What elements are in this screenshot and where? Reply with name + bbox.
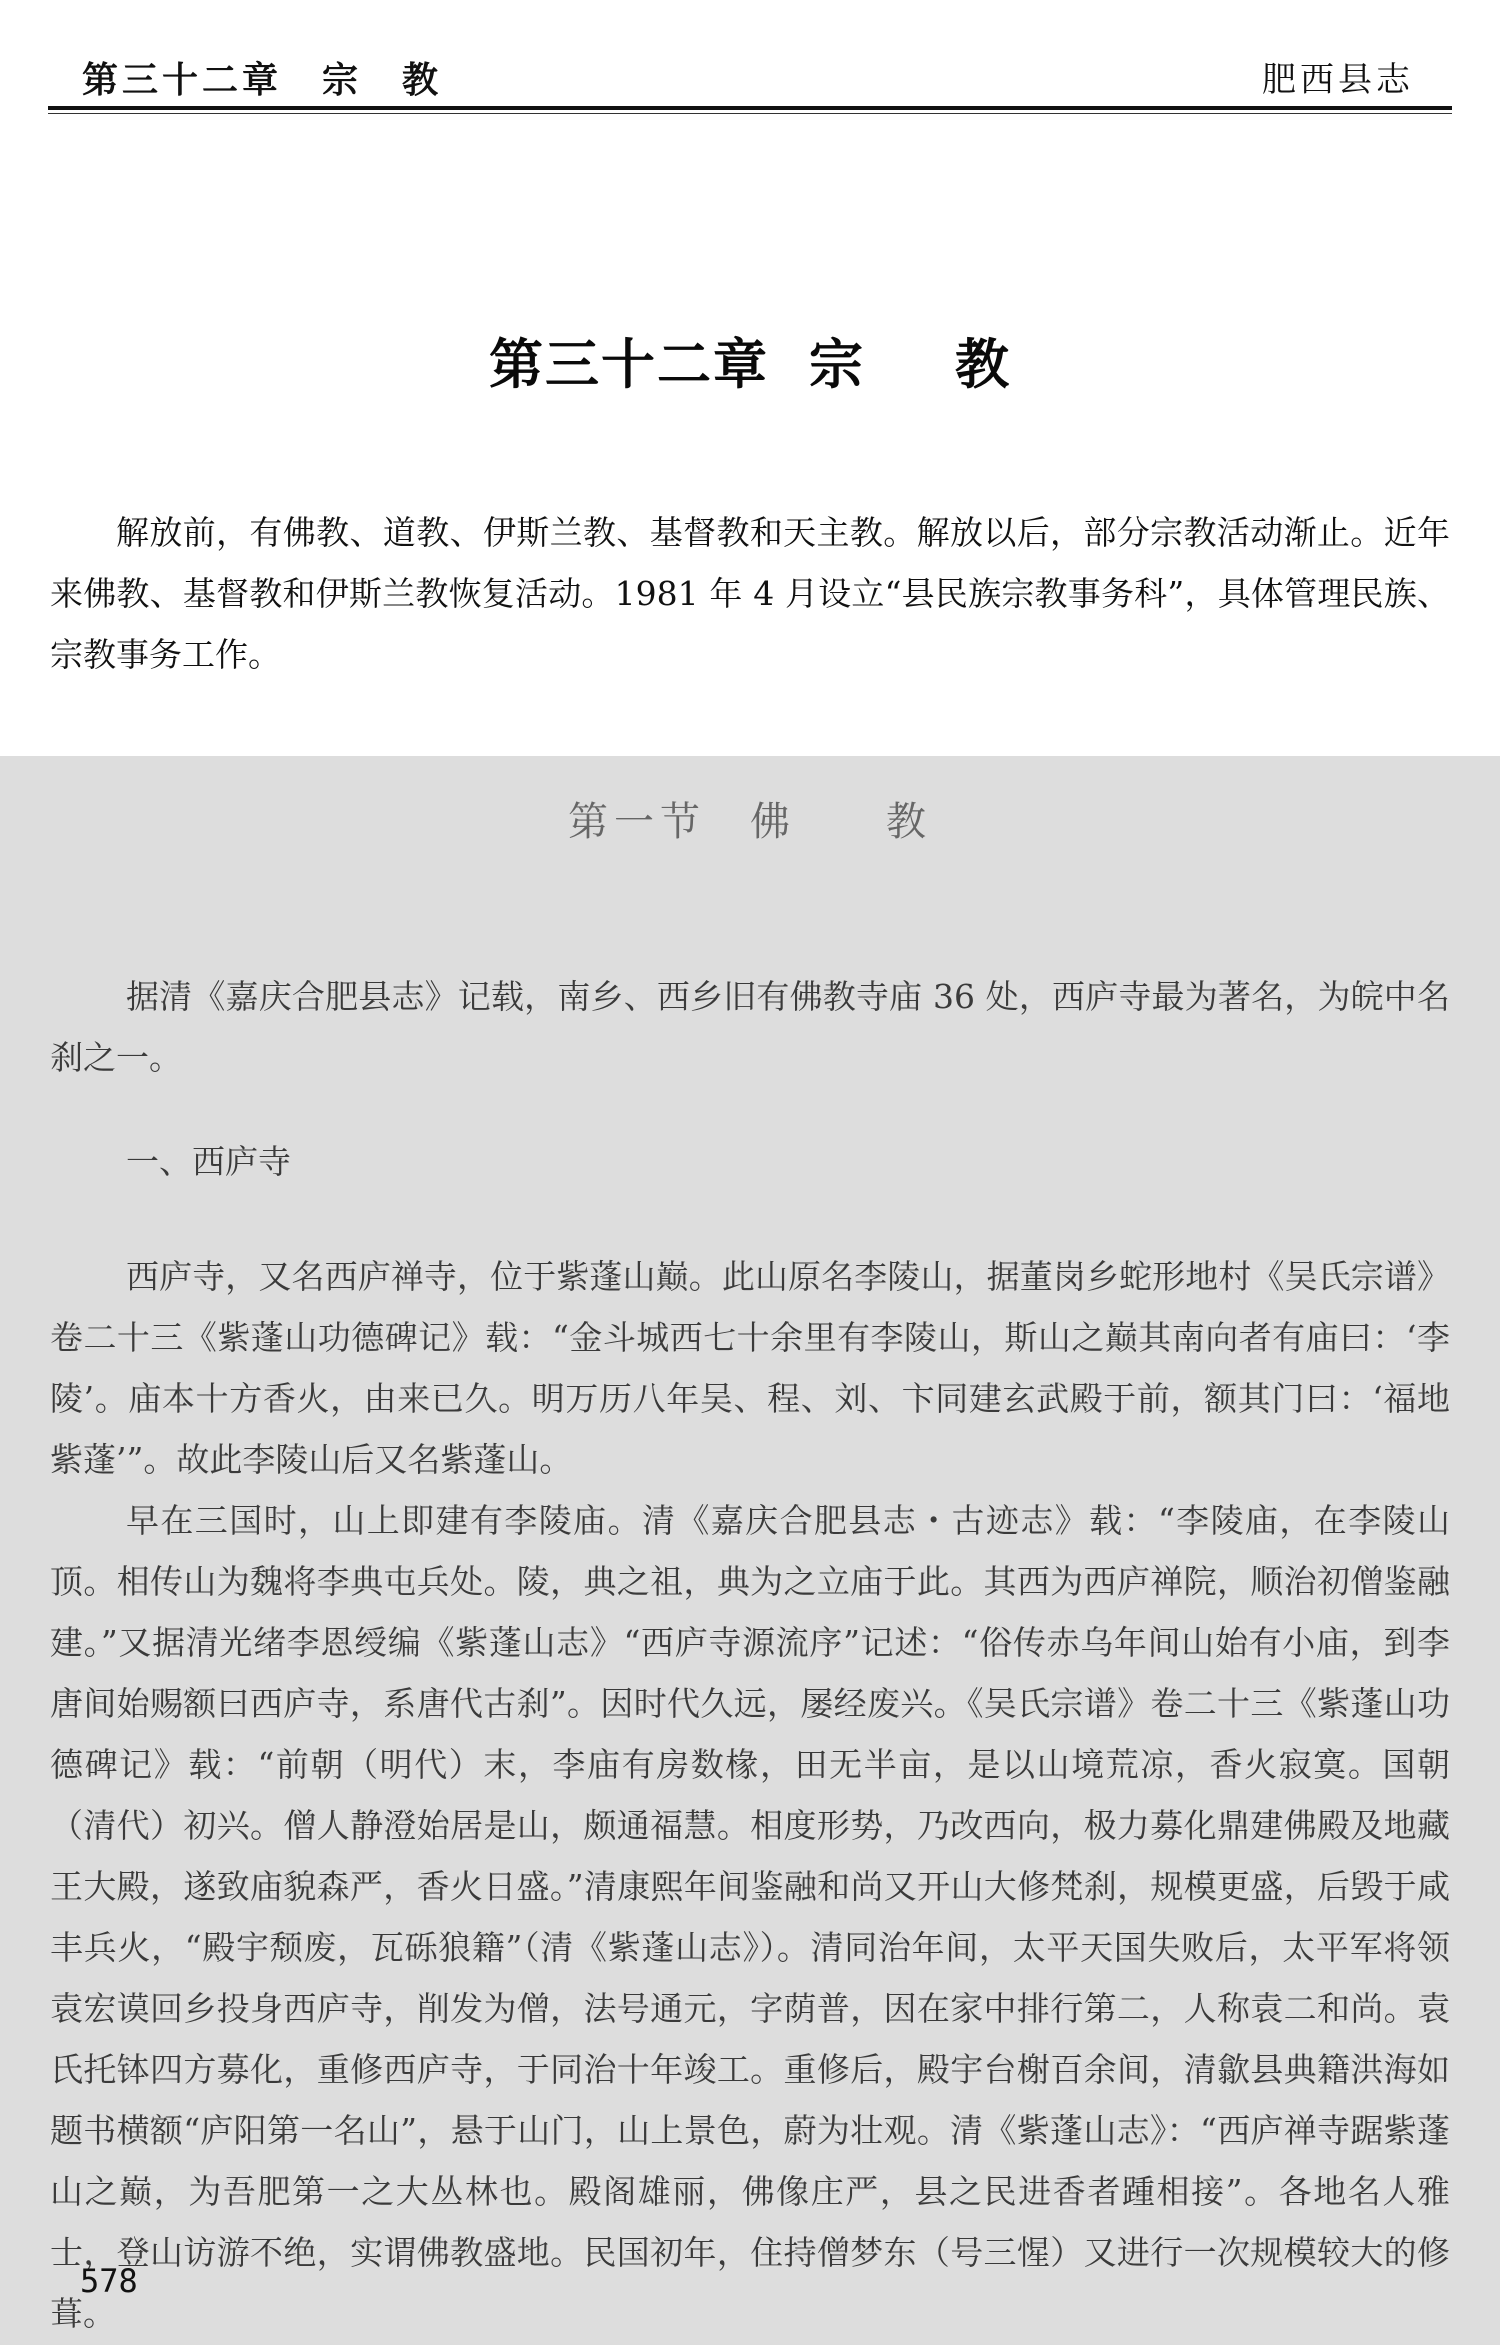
section-title — [0, 790, 1500, 847]
chapter-title-char-1: 宗 — [809, 333, 865, 396]
section-title-prefix: 第一节 — [568, 799, 706, 845]
subsection-heading: 一、西庐寺 — [126, 1142, 291, 1181]
running-head — [48, 48, 1452, 100]
chapter-title-char-2: 教 — [955, 333, 1011, 396]
intro-paragraph: 解放前，有佛教、道教、伊斯兰教、基督教和天主教。解放以后，部分宗教活动渐止。近年来佛教、基督教和伊斯兰教恢复活动。1981 年 4 月设立“县民族宗教事务科”，具体管理民族、宗教事务工作。 — [50, 513, 1450, 674]
chapter-title — [0, 322, 1500, 399]
paragraph-2: 西庐寺，又名西庐禅寺，位于紫蓬山巅。此山原名李陵山，据董岗乡蛇形地村《吴氏宗谱》卷二十三《紫蓬山功德碑记》载：“金斗城西七十余里有李陵山，斯山之巅其南向者有庙曰：‘李陵’。庙本十方香火，由来已久。明万历八年吴、程、刘、卞同建玄武殿于前，额其门曰：‘福地紫蓬’”。故此李陵山后又名紫蓬山。 — [50, 1257, 1450, 1479]
section-title-char-1: 佛 — [750, 799, 796, 845]
section-title-char-2: 教 — [886, 799, 932, 845]
paragraph-1: 据清《嘉庆合肥县志》记载，南乡、西乡旧有佛教寺庙 36 处，西庐寺最为著名，为皖中名刹之一。 — [50, 977, 1450, 1077]
page-number: 578 — [80, 2262, 138, 2300]
running-head-chapter: 第三十二章 宗 教 — [82, 59, 443, 101]
running-head-book-title: 肥西县志 — [1262, 60, 1414, 100]
header-rule-thin — [48, 113, 1452, 114]
header-rule-thick — [48, 106, 1452, 110]
chapter-title-prefix: 第三十二章 — [489, 333, 769, 396]
paragraph-3: 早在三国时，山上即建有李陵庙。清《嘉庆合肥县志・古迹志》载：“李陵庙，在李陵山顶。相传山为魏将李典屯兵处。陵，典之祖，典为之立庙于此。其西为西庐禅院，顺治初僧鉴融建。”又据清光绪李恩绶编《紫蓬山志》“西庐寺源流序”记述：“俗传赤乌年间山始有小庙，到李唐间始赐额曰西庐寺，系唐代古刹”。因时代久远，屡经废兴。《吴氏宗谱》卷二十三《紫蓬山功德碑记》载：“前朝（明代）末，李庙有房数椽，田无半亩，是以山境荒凉，香火寂寞。国朝（清代）初兴。僧人静澄始居是山，颇通福慧。相度形势，乃改西向，极力募化鼎建佛殿及地藏王大殿，遂致庙貌森严，香火日盛。”清康熙年间鉴融和尚又开山大修梵刹，规模更盛，后毁于咸丰兵火，“殿宇颓废，瓦砾狼籍”（清《紫蓬山志》）。清同治年间，太平天国失败后，太平军将领袁宏谟回乡投身西庐寺，削发为僧，法号通元，字荫普，因在家中排行第二，人称袁二和尚。袁氏托钵四方募化，重修西庐寺，于同治十年竣工。重修后，殿宇台榭百余间，清歙县典籍洪海如题书横额“庐阳第一名山”，悬于山门，山上景色，蔚为壮观。清《紫蓬山志》：“西庐禅寺踞紫蓬山之巅，为吾肥第一之大丛林也。殿阁雄丽，佛像庄严，县之民进香者踵相接”。各地名人雅士，登山访游不绝，实谓佛教盛地。民国初年，住持僧梦东（号三惺）又进行一次规模较大的修葺。 — [50, 1501, 1450, 2333]
